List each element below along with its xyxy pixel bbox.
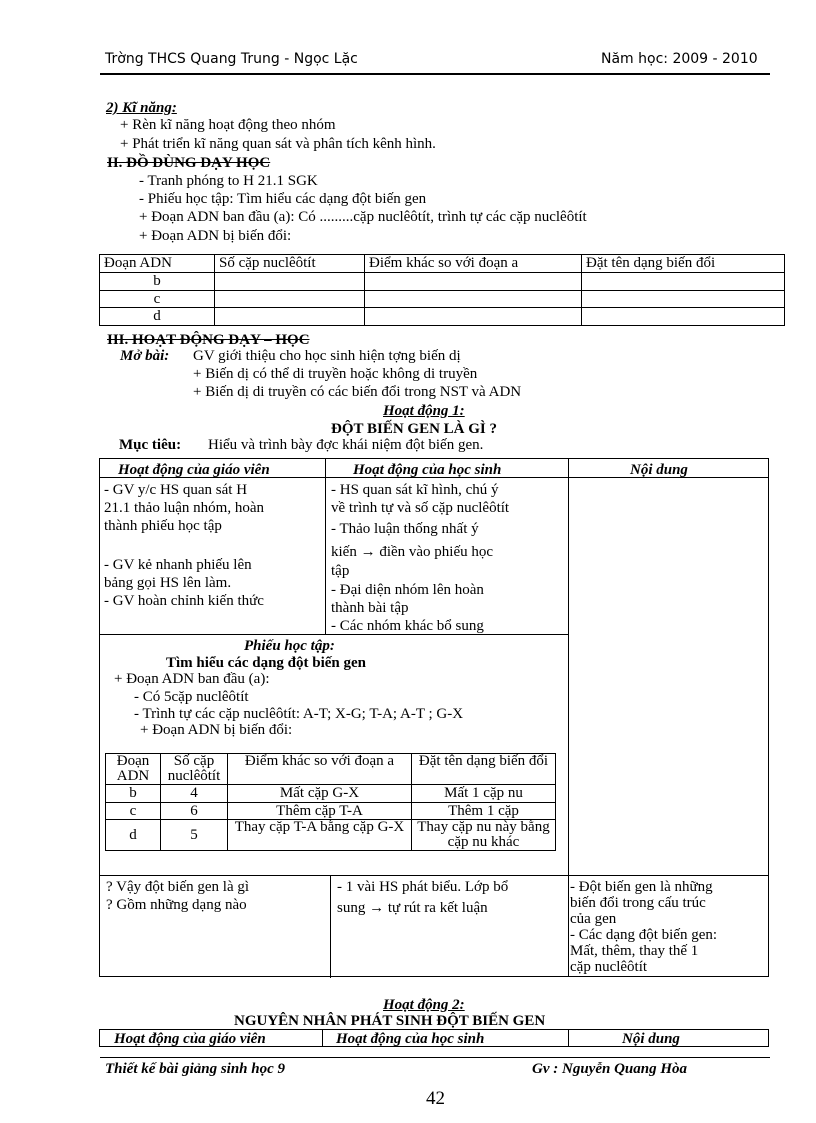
intro-item: + Biến dị di truyền có các biến đổi trong NST và ADN: [193, 384, 522, 400]
worksheet-line: - Trình tự các cặp nuclêôtít: A-T; X-G; T-A; A-T ; G-X: [134, 706, 464, 722]
filled-worksheet-table: [105, 753, 556, 851]
final-student-line: sung → tự rút ra kết luận: [337, 900, 488, 916]
table-cell: c: [106, 802, 161, 820]
worksheet-line: + Đoạn ADN bị biến đổi:: [140, 722, 293, 738]
final-student-line: - 1 vài HS phát biểu. Lớp bổ: [337, 879, 509, 895]
col-header: Hoạt động của học sinh: [353, 462, 502, 478]
table-cell: Thay cặp nu này bằng cặp nu khác: [412, 820, 556, 851]
student-line: - Thảo luận thống nhất ý: [331, 521, 479, 537]
activity2-title: NGUYÊN NHÂN PHÁT SINH ĐỘT BIẾN GEN: [234, 1013, 546, 1029]
row-label: c: [100, 290, 215, 308]
goal-text: Hiểu và trình bày đợc khái niệm đột biến gen.: [208, 437, 484, 453]
teacher-line: - GV y/c HS quan sát H: [104, 482, 248, 498]
intro-item: + Biến dị có thể di truyền hoặc không di truyền: [193, 366, 478, 382]
row-label: d: [100, 308, 215, 326]
school-year: Năm học: 2009 - 2010: [601, 51, 758, 67]
worksheet-title: Tìm hiểu các dạng đột biến gen: [166, 655, 367, 671]
student-line: kiến → điền vào phiếu học: [331, 544, 494, 560]
footer-right: Gv : Nguyễn Quang Hòa: [532, 1061, 688, 1077]
blank-worksheet-table: [99, 254, 785, 326]
table-cell: Mất cặp G-X: [228, 785, 412, 803]
worksheet-line: - Có 5cặp nuclêôtít: [134, 689, 249, 705]
table-cell: Thêm 1 cặp: [412, 802, 556, 820]
worksheet-line: + Đoạn ADN ban đầu (a):: [114, 671, 270, 687]
final-content-line: biến đổi trong cấu trúc: [570, 895, 706, 911]
worksheet-label: Phiếu học tập:: [244, 638, 335, 654]
col-header: Hoạt động của giáo viên: [114, 1031, 266, 1047]
teacher-line: - GV hoàn chỉnh kiến thức: [104, 593, 264, 609]
skills-item: + Phát triển kĩ năng quan sát và phân tích kênh hình.: [120, 136, 436, 152]
table-cell: 4: [161, 785, 228, 803]
final-teacher-line: ? Gồm những dạng nào: [106, 897, 247, 913]
student-line: - HS quan sát kĩ hình, chú ý: [331, 482, 499, 498]
table-cell: 5: [161, 820, 228, 851]
student-line: về trình tự và số cặp nuclêôtít: [331, 500, 510, 516]
student-line: - Đại diện nhóm lên hoàn: [331, 582, 484, 598]
footer-left: Thiết kế bài giảng sinh học 9: [105, 1061, 286, 1077]
intro-text: GV giới thiệu cho học sinh hiện tợng biến dị: [193, 348, 461, 364]
col-header: Hoạt động của học sinh: [336, 1031, 485, 1047]
col-header: Đoạn ADN: [100, 255, 215, 273]
col-header: Đoạn ADN: [106, 754, 161, 785]
col-header: Điểm khác so với đoạn a: [228, 754, 412, 785]
table-cell: Mất 1 cặp nu: [412, 785, 556, 803]
final-content-line: Mất, thêm, thay thế 1: [570, 943, 699, 959]
school-name: Trờng THCS Quang Trung - Ngọc Lặc: [105, 51, 358, 67]
student-line: tập: [331, 563, 350, 579]
section2-item: - Tranh phóng to H 21.1 SGK: [139, 173, 318, 189]
col-header: Hoạt động của giáo viên: [118, 462, 270, 478]
activity1-label: Hoạt động 1:: [383, 403, 465, 419]
table-cell: b: [106, 785, 161, 803]
activity2-label: Hoạt động 2:: [383, 997, 465, 1013]
intro-label: Mở bài:: [120, 348, 170, 364]
footer-rule: [100, 1057, 770, 1058]
col-header: Đặt tên dạng biến đổi: [582, 255, 785, 273]
final-teacher-line: ? Vậy đột biến gen là gì: [106, 879, 250, 895]
activity2-table: [99, 1029, 769, 1047]
teacher-line: - GV kẻ nhanh phiếu lên: [104, 557, 252, 573]
student-line: - Các nhóm khác bổ sung: [331, 618, 484, 634]
col-header: Điểm khác so với đoạn a: [365, 255, 582, 273]
goal-label: Mục tiêu:: [119, 437, 182, 453]
activity1-title: ĐỘT BIẾN GEN LÀ GÌ ?: [331, 421, 498, 437]
col-header: Nội dung: [630, 462, 688, 478]
col-header: Số cặp nuclêôtít: [215, 255, 365, 273]
table-cell: d: [106, 820, 161, 851]
skills-item: + Rèn kĩ năng hoạt động theo nhóm: [120, 117, 336, 133]
table-cell: Thêm cặp T-A: [228, 802, 412, 820]
skills-heading: 2) Kĩ năng:: [106, 100, 177, 116]
teacher-line: 21.1 thảo luận nhóm, hoàn: [104, 500, 264, 516]
final-content-line: - Các dạng đột biến gen:: [570, 927, 718, 943]
activity1-table: [99, 458, 769, 977]
final-content-line: - Đột biến gen là những: [570, 879, 713, 895]
page-number: 42: [426, 1088, 445, 1109]
final-content-line: của gen: [570, 911, 617, 927]
final-content-line: cặp nuclêôtít: [570, 959, 648, 975]
student-line: thành bài tập: [331, 600, 409, 616]
table-cell: 6: [161, 802, 228, 820]
table-cell: Thay cặp T-A bằng cặp G-X: [228, 820, 412, 851]
col-header: Nội dung: [622, 1031, 680, 1047]
teacher-line: thành phiếu học tập: [104, 518, 222, 534]
teacher-line: bảng gọi HS lên làm.: [104, 575, 232, 591]
section3-heading: III. HOẠT ĐỘNG DẠY – HỌC: [107, 332, 310, 348]
section2-item: + Đoạn ADN bị biến đổi:: [139, 228, 292, 244]
col-header: Đặt tên dạng biến đổi: [412, 754, 556, 785]
section2-heading: II. ĐỒ DÙNG DẠY HỌC: [107, 155, 271, 171]
header-rule: [100, 73, 770, 75]
col-header: Số cặp nuclêôtít: [161, 754, 228, 785]
row-label: b: [100, 273, 215, 291]
section2-item: + Đoạn ADN ban đầu (a): Có .........cặp nuclêôtít, trình tự các cặp nuclêôtít: [139, 209, 587, 225]
section2-item: - Phiếu học tập: Tìm hiểu các dạng đột biến gen: [139, 191, 427, 207]
